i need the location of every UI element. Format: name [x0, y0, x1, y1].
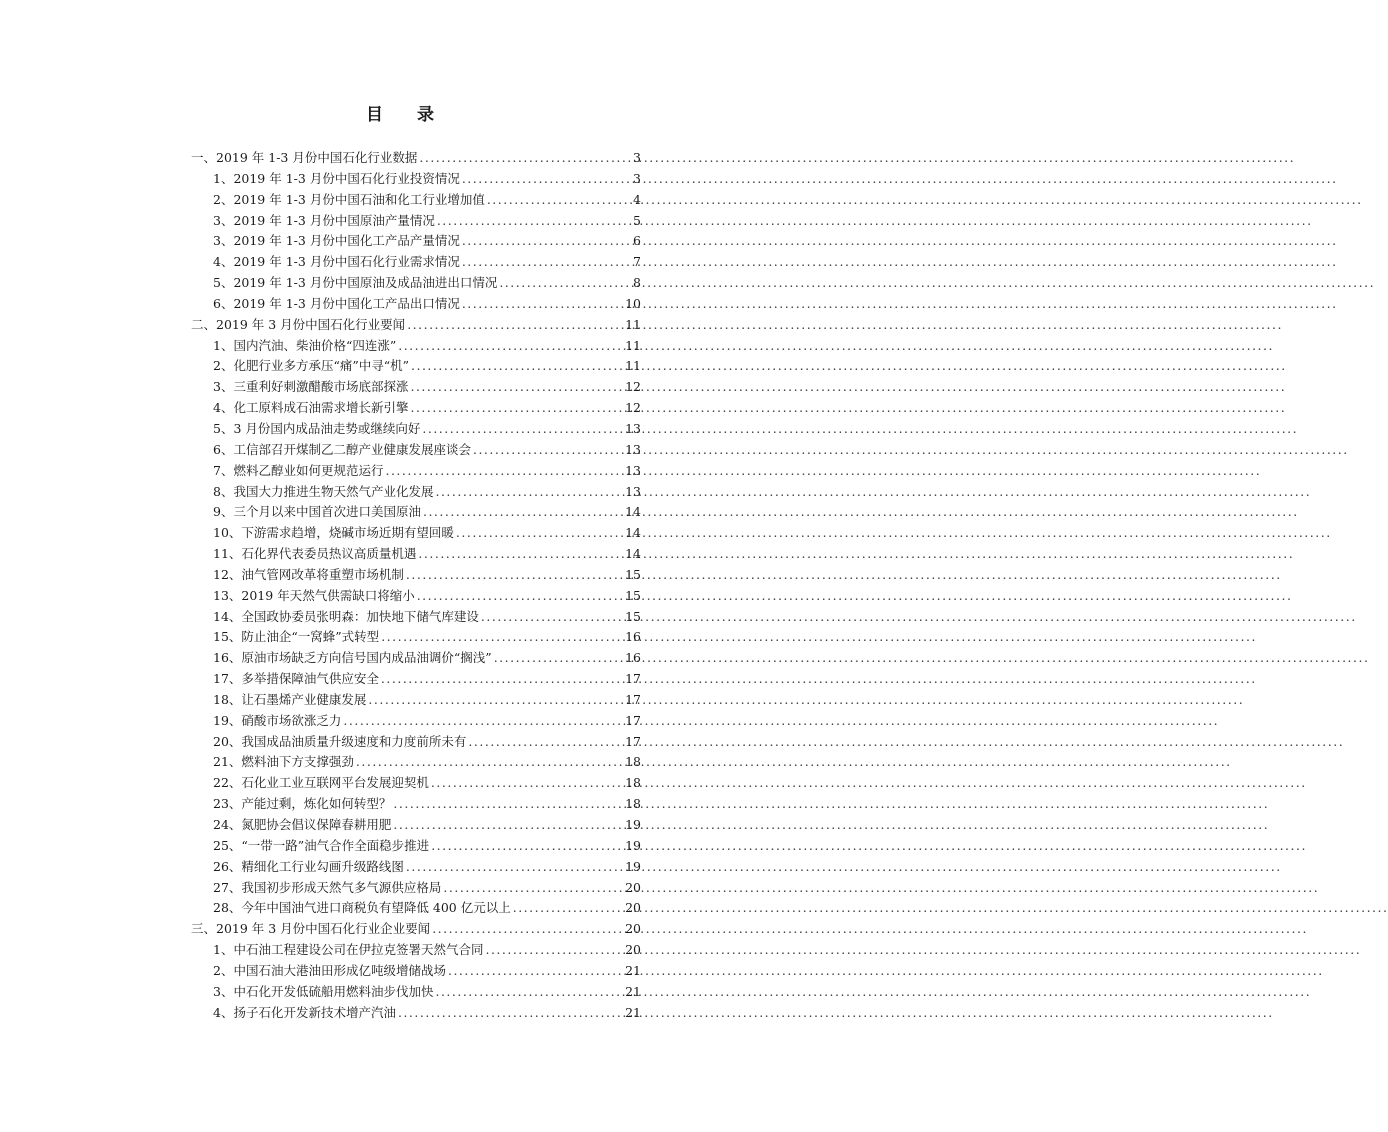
toc-entry[interactable]: [191, 794, 641, 815]
dot-leader: [418, 544, 623, 565]
toc-page-number: 17: [625, 712, 641, 728]
toc-entry-title: 3、中石化开发低硫船用燃料油步伐加快: [213, 983, 434, 999]
dot-leader: [431, 773, 623, 794]
dot-leader: [437, 211, 631, 232]
toc-page-number: 17: [625, 733, 641, 749]
dot-leader: [410, 398, 623, 419]
dot-leader: [435, 982, 623, 1003]
toc-entry-title: 19、硝酸市场欲涨乏力: [213, 712, 342, 728]
toc-page-number: 13: [625, 420, 641, 436]
toc-entry-title: 2、2019 年 1-3 月份中国石油和化工行业增加值: [213, 191, 485, 207]
toc-page-number: 5: [633, 212, 641, 228]
toc-page-number: 19: [625, 837, 641, 853]
toc-entry-title: 26、精细化工行业勾画升级路线图: [213, 858, 404, 874]
toc-entry[interactable]: [191, 669, 641, 690]
toc-entry[interactable]: [191, 898, 641, 919]
toc-entry-title: 1、中石油工程建设公司在伊拉克签署天然气合同: [213, 942, 484, 958]
toc-entry[interactable]: [191, 211, 641, 232]
toc-page-number: 8: [633, 275, 641, 291]
dot-leader: [385, 461, 623, 482]
toc-page-number: 21: [625, 983, 641, 999]
toc-page-number: 21: [625, 1004, 641, 1020]
toc-entry[interactable]: [191, 461, 641, 482]
dot-leader: [462, 169, 631, 190]
toc-entry-title: 21、燃料油下方支撑强劲: [213, 754, 354, 770]
toc-entry[interactable]: [191, 440, 641, 461]
toc-entry[interactable]: [191, 190, 641, 211]
toc-page-number: 15: [625, 566, 641, 582]
toc-page-number: 14: [625, 525, 641, 541]
toc-page-number: 3: [633, 150, 641, 165]
toc-entry-title: 1、国内汽油、柴油价格“四连涨”: [213, 337, 397, 353]
toc-entry[interactable]: [191, 336, 641, 357]
toc-entry-title: 10、下游需求趋增，烧碱市场近期有望回暖: [213, 525, 454, 541]
toc-entry[interactable]: [191, 273, 641, 294]
toc-entry-title: 1、2019 年 1-3 月份中国石化行业投资情况: [213, 170, 460, 186]
dot-leader: [398, 336, 623, 357]
dot-leader: [435, 482, 623, 503]
toc-entry-title: 25、“一带一路”油气合作全面稳步推进: [213, 837, 430, 853]
toc-page-number: 20: [625, 942, 641, 958]
toc-entry-title: 4、化工原料成石油需求增长新引擎: [213, 400, 409, 416]
table-of-contents: [191, 148, 641, 1023]
toc-entry-title: 2、中国石油大港油田形成亿吨级增储战场: [213, 962, 446, 978]
dot-leader: [443, 878, 623, 899]
toc-page-number: 14: [625, 546, 641, 562]
toc-entry[interactable]: [191, 940, 641, 961]
toc-entry-title: 16、原油市场缺乏方向信号国内成品油调价“搁浅”: [213, 650, 492, 666]
toc-entry-title: 5、2019 年 1-3 月份中国原油及成品油进出口情况: [213, 275, 498, 291]
toc-entry-title: 12、油气管网改革将重塑市场机制: [213, 566, 404, 582]
toc-entry[interactable]: [191, 961, 641, 982]
toc-entry[interactable]: [191, 356, 641, 377]
toc-entry-title: 5、3 月份国内成品油走势或继续向好: [213, 420, 421, 436]
toc-page-number: 19: [625, 817, 641, 832]
toc-entry[interactable]: [191, 231, 641, 252]
page-title: 目 录: [366, 105, 448, 125]
toc-entry[interactable]: [191, 690, 641, 711]
dot-leader: [417, 586, 623, 607]
toc-entry-title: 3、三重利好刺激醋酸市场底部探涨: [213, 379, 409, 395]
toc-entry-title: 22、石化业工业互联网平台发展迎契机: [213, 775, 429, 791]
dot-leader: [473, 440, 623, 461]
toc-page-number: 16: [625, 650, 641, 666]
dot-leader: [513, 898, 623, 919]
toc-page-number: 20: [625, 900, 641, 916]
toc-section-entry[interactable]: [191, 148, 641, 169]
toc-page-number: 6: [633, 233, 641, 249]
dot-leader: [432, 919, 623, 940]
toc-page-number: 16: [625, 629, 641, 645]
toc-entry[interactable]: [191, 627, 641, 648]
dot-leader: [423, 502, 623, 523]
toc-page-number: 11: [625, 358, 641, 374]
toc-page-number: 12: [625, 400, 641, 416]
toc-page-number: 14: [625, 504, 641, 520]
toc-entry-title: 一、2019 年 1-3 月份中国石化行业数据: [191, 150, 418, 165]
toc-entry[interactable]: [191, 398, 641, 419]
dot-leader: [431, 836, 623, 857]
toc-entry[interactable]: [191, 648, 641, 669]
dot-leader: [368, 690, 623, 711]
toc-entry-title: 18、让石墨烯产业健康发展: [213, 691, 367, 707]
toc-entry[interactable]: [191, 419, 641, 440]
toc-entry[interactable]: [191, 523, 641, 544]
toc-entry[interactable]: [191, 544, 641, 565]
toc-page-number: 18: [625, 754, 641, 770]
toc-page-number: 20: [625, 921, 641, 937]
toc-entry-title: 27、我国初步形成天然气多气源供应格局: [213, 879, 442, 895]
toc-entry[interactable]: [191, 711, 641, 732]
toc-page-number: 7: [633, 254, 641, 270]
toc-page-number: 13: [625, 483, 641, 499]
toc-entry[interactable]: [191, 752, 641, 773]
dot-leader: [462, 252, 631, 273]
toc-entry-title: 4、扬子石化开发新技术增产汽油: [213, 1004, 396, 1020]
toc-entry-title: 13、2019 年天然气供需缺口将缩小: [213, 587, 415, 603]
toc-entry[interactable]: [191, 1003, 641, 1024]
dot-leader: [410, 377, 623, 398]
dot-leader: [487, 190, 631, 211]
toc-page-number: 13: [625, 441, 641, 457]
toc-entry-title: 6、工信部召开煤制乙二醇产业健康发展座谈会: [213, 441, 471, 457]
toc-entry-title: 3、2019 年 1-3 月份中国化工产品产量情况: [213, 233, 460, 249]
dot-leader: [407, 315, 623, 336]
toc-entry[interactable]: [191, 169, 641, 190]
dot-leader: [499, 273, 631, 294]
dot-leader: [485, 940, 623, 961]
dot-leader: [398, 1003, 623, 1024]
dot-leader: [448, 961, 623, 982]
toc-page-number: 4: [633, 191, 641, 207]
toc-entry-title: 24、氮肥协会倡议保障春耕用肥: [213, 817, 392, 832]
dot-leader: [481, 607, 623, 628]
toc-entry[interactable]: [191, 294, 641, 315]
toc-entry[interactable]: [191, 607, 641, 628]
toc-page-number: 17: [625, 691, 641, 707]
toc-entry[interactable]: [191, 377, 641, 398]
dot-leader: [406, 565, 623, 586]
dot-leader: [462, 231, 631, 252]
toc-page-number: 21: [625, 962, 641, 978]
toc-page-number: 15: [625, 608, 641, 624]
dot-leader: [462, 294, 623, 315]
dot-leader: [419, 148, 631, 169]
toc-page-number: 10: [625, 295, 641, 311]
toc-entry[interactable]: [191, 482, 641, 503]
dot-leader: [411, 356, 623, 377]
toc-entry[interactable]: [191, 732, 641, 753]
dot-leader: [494, 648, 623, 669]
toc-entry[interactable]: [191, 252, 641, 273]
toc-page-number: 17: [625, 671, 641, 687]
toc-entry[interactable]: [191, 815, 641, 836]
toc-page-number: 18: [625, 775, 641, 791]
toc-section-entry[interactable]: [191, 315, 641, 336]
toc-entry-title: 20、我国成品油质量升级速度和力度前所未有: [213, 733, 467, 749]
toc-entry-title: 15、防止油企“一窝蜂”式转型: [213, 629, 380, 645]
toc-entry[interactable]: [191, 857, 641, 878]
toc-entry-title: 2、化肥行业多方承压“痛”中寻“机”: [213, 358, 410, 374]
dot-leader: [456, 523, 623, 544]
toc-entry[interactable]: [191, 773, 641, 794]
toc-entry[interactable]: [191, 982, 641, 1003]
toc-entry-title: 三、2019 年 3 月份中国石化行业企业要闻: [191, 921, 431, 937]
toc-entry-title: 7、燃料乙醇业如何更规范运行: [213, 462, 384, 478]
toc-entry[interactable]: [191, 565, 641, 586]
toc-entry[interactable]: [191, 502, 641, 523]
dot-leader: [343, 711, 623, 732]
toc-entry-title: 17、多举措保障油气供应安全: [213, 671, 379, 687]
toc-entry[interactable]: [191, 586, 641, 607]
dot-leader: [381, 669, 623, 690]
toc-entry-title: 23、产能过剩，炼化如何转型？: [213, 796, 392, 812]
dot-leader: [381, 627, 623, 648]
toc-page-number: 11: [625, 316, 641, 332]
toc-section-entry[interactable]: [191, 919, 641, 940]
dot-leader: [422, 419, 623, 440]
toc-page-number: 11: [625, 337, 641, 353]
toc-entry-title: 28、今年中国油气进口商税负有望降低 400 亿元以上: [213, 900, 511, 916]
toc-entry-title: 二、2019 年 3 月份中国石化行业要闻: [191, 316, 406, 332]
toc-page-number: 13: [625, 462, 641, 478]
toc-page-number: 15: [625, 587, 641, 603]
toc-entry-title: 8、我国大力推进生物天然气产业化发展: [213, 483, 434, 499]
dot-leader: [406, 857, 623, 878]
toc-page-number: 3: [633, 170, 641, 186]
dot-leader: [468, 732, 623, 753]
toc-page-number: 18: [625, 796, 641, 812]
toc-entry-title: 11、石化界代表委员热议高质量机遇: [213, 546, 417, 562]
toc-page-number: 19: [625, 858, 641, 874]
dot-leader: [393, 815, 623, 836]
toc-entry-title: 9、三个月以来中国首次进口美国原油: [213, 504, 421, 520]
toc-page-number: 12: [625, 379, 641, 395]
toc-entry-title: 3、2019 年 1-3 月份中国原油产量情况: [213, 212, 435, 228]
dot-leader: [393, 794, 623, 815]
toc-entry[interactable]: [191, 878, 641, 899]
dot-leader: [356, 752, 623, 773]
toc-entry[interactable]: [191, 836, 641, 857]
toc-entry-title: 14、全国政协委员张明森：加快地下储气库建设: [213, 608, 479, 624]
toc-entry-title: 6、2019 年 1-3 月份中国化工产品出口情况: [213, 295, 460, 311]
toc-entry-title: 4、2019 年 1-3 月份中国石化行业需求情况: [213, 254, 460, 270]
toc-page-number: 20: [625, 879, 641, 895]
